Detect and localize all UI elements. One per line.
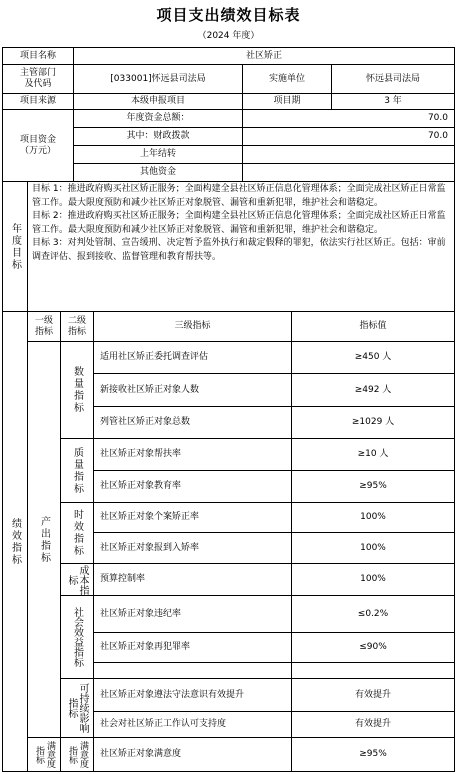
- indicator-value: ≥95%: [292, 471, 455, 503]
- level1-output: 产出指标: [28, 342, 61, 738]
- indicator-value: ≥95%: [292, 738, 455, 772]
- indicator-name: 社区矫正对象报到入矫率: [94, 533, 292, 564]
- funds-carryover-label: 上年结转: [74, 146, 243, 164]
- group-sustainable: 可持续影响指标: [61, 679, 94, 738]
- goal-1: 目标 1：推进政府购买社区矫正服务；全面构建全县社区矫正信息化管理体系；全面完成社区矫正日常监管工作。最大限度预防和减少社区矫正对象脱管、漏管和重新犯罪，维护社会和谐稳定。: [32, 184, 446, 208]
- level1-header: 一级 指标: [28, 312, 61, 342]
- level3-header: 三级指标: [94, 312, 292, 342]
- indicator-name: 新接收社区矫正对象人数: [94, 374, 292, 407]
- group-quality: 质量指标: [61, 439, 94, 503]
- indicator-name: 列管社区矫正对象总数: [94, 407, 292, 439]
- funds-other-value: [243, 164, 455, 182]
- indicator-value: ≥1029 人: [292, 407, 455, 439]
- indicator-name: 社会对社区矫正工作认可支持度: [94, 712, 292, 738]
- year-subtitle: （2024 年度）: [197, 31, 260, 41]
- period-value: 3 年: [332, 94, 455, 110]
- funds-total-value: 70.0: [243, 110, 455, 128]
- impl-unit-value: 怀远县司法局: [332, 65, 455, 94]
- goal-2: 目标 2：推进政府购买社区矫正服务；全面构建全县社区矫正信息化管理体系；全面完成社区矫正日常监管工作。最大限度预防和减少社区矫正对象脱管、漏管和重新犯罪，维护社会和谐稳定。: [32, 211, 446, 235]
- dept-label: 主管部门 及代码: [2, 65, 74, 94]
- project-name-label: 项目名称: [2, 47, 74, 65]
- indicator-value: ≥10 人: [292, 439, 455, 471]
- indicator-name: 社区矫正对象遵法守法意识有效提升: [94, 679, 292, 712]
- indicator-name: 社区矫正对象违纪率: [94, 596, 292, 633]
- indicator-value: ≤90%: [292, 633, 455, 663]
- indicator-name: 社区矫正对象个案矫正率: [94, 503, 292, 533]
- indicator-name: 社区矫正对象满意度: [94, 738, 292, 772]
- dept-code-value: [033001]怀远县司法局: [74, 65, 243, 94]
- level1-satisfaction: 满意度指标: [28, 738, 61, 772]
- indicator-name: 适用社区矫正委托调查评估: [94, 342, 292, 374]
- funds-fiscal-value: 70.0: [243, 128, 455, 146]
- project-name-value: 社区矫正: [74, 47, 455, 65]
- level2-header: 二级 指标: [61, 312, 94, 342]
- group-quantity: 数量指标: [61, 342, 94, 439]
- indicator-name: 社区矫正对象帮扶率: [94, 439, 292, 471]
- annual-goal-label: 年度目标: [2, 182, 28, 312]
- page-title: 项目支出绩效目标表: [156, 6, 301, 24]
- period-label: 项目期: [243, 94, 332, 110]
- indicator-value: ≤0.2%: [292, 596, 455, 633]
- indicator-value: ≥450 人: [292, 342, 455, 374]
- funds-label: 项目资金 （万元）: [2, 110, 74, 182]
- funds-other-label: 其他资金: [74, 164, 243, 182]
- indicator-value: 有效提升: [292, 712, 455, 738]
- indicator-value: 100%: [292, 564, 455, 596]
- source-value: 本级申报项目: [74, 94, 243, 110]
- funds-carryover-value: [243, 146, 455, 164]
- indicator-value: 100%: [292, 503, 455, 533]
- empty-cell: [94, 663, 292, 679]
- indicator-name: 预算控制率: [94, 564, 292, 596]
- indicator-name: 社区矫正对象再犯罪率: [94, 633, 292, 663]
- funds-total-label: 年度资金总额：: [74, 110, 243, 128]
- group-timeliness: 时效指标: [61, 503, 94, 564]
- indicator-value: ≥492 人: [292, 374, 455, 407]
- group-cost: 成本指标: [61, 564, 94, 596]
- indicator-name: 社区矫正对象教育率: [94, 471, 292, 503]
- indicator-value: 有效提升: [292, 679, 455, 712]
- funds-fiscal-label: 其中：财政拨款: [74, 128, 243, 146]
- perf-indicator-label: 绩效指标: [2, 312, 28, 772]
- annual-goals: [28, 182, 455, 312]
- source-label: 项目来源: [2, 94, 74, 110]
- group-satisfaction: 满意度指标: [61, 738, 94, 772]
- empty-cell: [292, 663, 455, 679]
- group-social-benefit: 社会效益指标: [61, 596, 94, 679]
- value-header: 指标值: [292, 312, 455, 342]
- indicator-value: 100%: [292, 533, 455, 564]
- goal-3: 目标 3：对判处管制、宣告缓刑、决定暂予监外执行和裁定假释的罪犯，依法实行社区矫正。包括：审前调查评估、报到接收、监督管理和教育帮扶等。: [32, 238, 446, 262]
- impl-unit-label: 实施单位: [243, 65, 332, 94]
